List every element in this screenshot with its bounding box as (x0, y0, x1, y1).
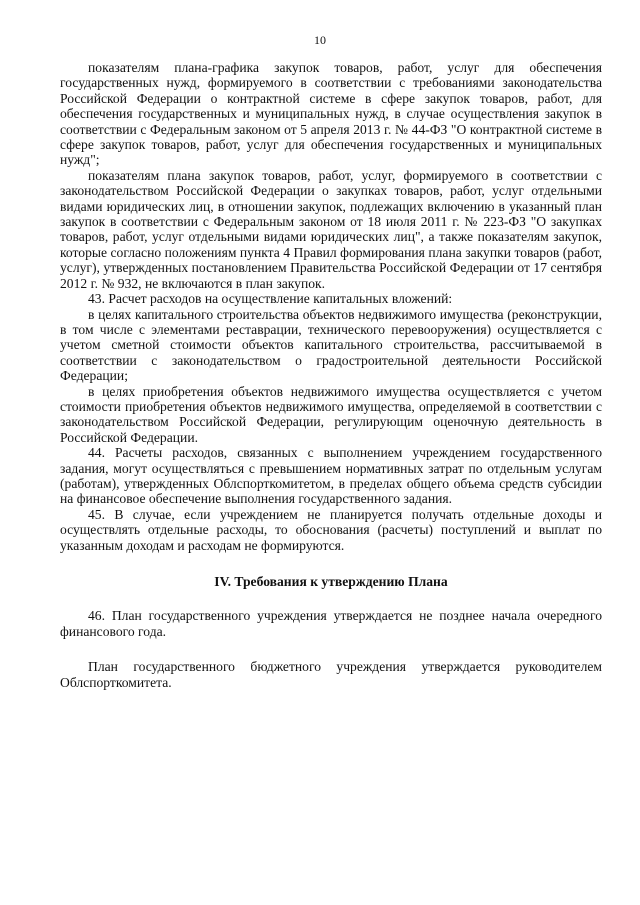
paragraph-43-title: 43. Расчет расходов на осуществление капитальных вложений: (88, 291, 453, 307)
paragraph-43-real-estate-acquisition: в целях приобретения объектов недвижимого имущества осуществляется с учетом стоимости приобретения объектов недвижимого имущества, определяемой в соответствии с законодательством Российской Федерации, регулирующим оценочную деятельность в Российской Федерации. (60, 383, 602, 445)
page-number: 10 (314, 33, 326, 47)
paragraph-procurement-plan-indicators: показателям плана закупок товаров, работ, услуг, формируемого в соответствии с законодательством Российской Федерации о закупках товаров, работ, услуг отдельными видами юридических лиц, в отношении закупок, подлежащих включению в указанный план закупок в соответствии с Федеральным законом от 18 июля 2011 г. № 223-ФЗ "О закупках товаров, работ, услуг отдельными видами юридических лиц", а также показателям закупок, которые согласно положениям пункта 4 Правил формирования плана закупки товаров (работ, услуг), утвержденных постановлением Правительства Российской Федерации от 17 сентября 2012 г. № 932, не включаются в план закупок. (60, 167, 602, 291)
paragraph-43-capital-construction: в целях капитального строительства объектов недвижимого имущества (реконструкции, в том числе с элементами реставрации, технического перевооружения) осуществляется с учетом сметной стоимости объектов капитального строительства, рассчитываемой в соответствии с законодательством о градостроительной деятельности Российской Федерации; (60, 306, 602, 384)
paragraph-plan-schedule-indicators: показателям плана-графика закупок товаров, работ, услуг для обеспечения государственных нужд, формируемого в соответствии с требованиями законодательства Российской Федерации о контрактной системе в сфере закупок товаров, работ, для обеспечения государственных и муниципальных нужд, в случае осуществления закупок в соответствии с Федеральным законом от 5 апреля 2013 г. № 44-ФЗ "О контрактной системе в сфере закупок товаров, работ, услуг для обеспечения государственных и муниципальных нужд"; (60, 60, 602, 168)
paragraph-budget-institution-plan: План государственного бюджетного учреждения утверждается руководителем Облспорткомитета. (60, 659, 602, 690)
section-heading-iv: IV. Требования к утверждению Плана (214, 574, 448, 589)
paragraph-44: 44. Расчеты расходов, связанных с выполнением учреждением государственного задания, могут осуществляться с превышением нормативных затрат по отдельным услугам (работам), утвержденных Облспорткомитетом, в пределах общего объема средств субсидии на финансовое обеспечение выполнения государственного задания. (60, 445, 602, 507)
paragraph-45: 45. В случае, если учреждением не планируется получать отдельные доходы и осуществлять отдельные расходы, то обоснования (расчеты) поступлений и выплат по указанным доходам и расходам не формируются. (60, 506, 602, 553)
document-body (60, 60, 602, 690)
paragraph-46: 46. План государственного учреждения утверждается не позднее начала очередного финансового года. (60, 608, 602, 639)
